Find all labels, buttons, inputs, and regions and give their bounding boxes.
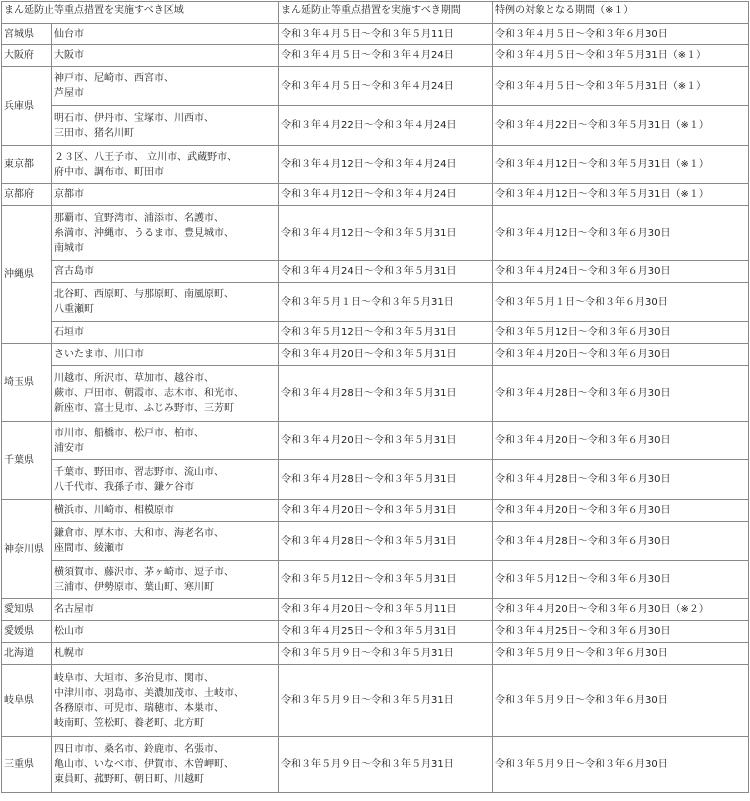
special-period-cell: 令和３年４月５日～令和３年６月30日 bbox=[493, 24, 749, 45]
area-line: 四日市市、桑名市、鈴鹿市、名張市、 bbox=[54, 744, 224, 755]
area-line: 大阪市 bbox=[54, 50, 84, 61]
prefecture-cell: 宮城県 bbox=[2, 24, 52, 45]
period-cell: 令和３年５月１日～令和３年５月31日 bbox=[279, 283, 493, 322]
table-row bbox=[2, 45, 749, 67]
table-row bbox=[2, 737, 749, 793]
table-row bbox=[2, 621, 749, 643]
special-period-cell: 令和３年４月25日～令和３年６月30日 bbox=[493, 621, 749, 643]
area-line: 各務原市、可児市、瑞穂市、本巣市、 bbox=[54, 702, 224, 714]
header-row bbox=[2, 2, 749, 24]
area-line: 札幌市 bbox=[54, 648, 84, 659]
area-line: 那覇市、宜野湾市、浦添市、名護市、 bbox=[54, 212, 224, 224]
special-period-cell: 令和３年４月28日～令和３年６月30日 bbox=[493, 366, 749, 422]
area-line: 芦屋市 bbox=[54, 88, 84, 99]
period-cell: 令和３年４月28日～令和３年５月31日 bbox=[279, 366, 493, 422]
table-row bbox=[2, 599, 749, 621]
special-period-cell: 令和３年５月12日～令和３年６月30日 bbox=[493, 561, 749, 599]
area-cell bbox=[52, 522, 279, 561]
area-line: 東員町、菰野町、朝日町、川越町 bbox=[54, 774, 204, 785]
area-line: 川越市、所沢市、草加市、越谷市、 bbox=[54, 373, 214, 384]
period-cell: 令和３年４月５日～令和３年５月11日 bbox=[279, 24, 493, 45]
period-cell: 令和３年５月12日～令和３年５月31日 bbox=[279, 322, 493, 344]
special-period-cell: 令和３年４月24日～令和３年６月30日 bbox=[493, 261, 749, 283]
area-line: 岐南町、笠松町、養老町、北方町 bbox=[54, 717, 204, 729]
prefecture-cell: 埼玉県 bbox=[2, 344, 52, 422]
table-row bbox=[2, 522, 749, 561]
prefecture-cell: 愛媛県 bbox=[2, 621, 52, 643]
period-cell: 令和３年４月22日～令和３年４月24日 bbox=[279, 106, 493, 146]
area-cell bbox=[52, 24, 279, 45]
area-cell bbox=[52, 621, 279, 643]
special-period-cell: 令和３年５月９日～令和３年６月30日 bbox=[493, 737, 749, 793]
special-period-cell: 令和３年４月20日～令和３年６月30日 bbox=[493, 344, 749, 366]
table-row bbox=[2, 261, 749, 283]
area-cell bbox=[52, 261, 279, 283]
period-cell: 令和３年４月25日～令和３年５月31日 bbox=[279, 621, 493, 643]
area-cell bbox=[52, 45, 279, 67]
special-period-cell: 令和３年４月５日～令和３年５月31日（※１） bbox=[493, 45, 749, 67]
period-cell: 令和３年４月24日～令和３年５月31日 bbox=[279, 261, 493, 283]
special-period-cell: 令和３年４月５日～令和３年５月31日（※１） bbox=[493, 67, 749, 106]
header-special-period: 特例の対象となる期間（※１） bbox=[493, 2, 749, 24]
special-period-cell: 令和３年４月20日～令和３年６月30日 bbox=[493, 422, 749, 460]
area-line: 岐阜市、大垣市、多治見市、関市、 bbox=[54, 672, 214, 684]
area-cell bbox=[52, 67, 279, 106]
area-line: 市川市、船橋市、松戸市、柏市、 bbox=[54, 427, 204, 439]
area-cell bbox=[52, 184, 279, 206]
area-cell bbox=[52, 561, 279, 599]
area-cell bbox=[52, 283, 279, 322]
special-period-cell: 令和３年４月28日～令和３年６月30日 bbox=[493, 460, 749, 500]
area-cell bbox=[52, 106, 279, 146]
area-cell bbox=[52, 665, 279, 737]
period-cell: 令和３年５月12日～令和３年５月31日 bbox=[279, 561, 493, 599]
period-cell: 令和３年４月20日～令和３年５月31日 bbox=[279, 500, 493, 522]
area-line: 座間市、綾瀬市 bbox=[54, 543, 124, 554]
table-row bbox=[2, 500, 749, 522]
period-cell: 令和３年５月９日～令和３年５月31日 bbox=[279, 737, 493, 793]
measures-table bbox=[1, 1, 749, 793]
area-line: 八千代市、我孫子市、鎌ケ谷市 bbox=[54, 481, 194, 493]
special-period-cell: 令和３年４月12日～令和３年５月31日（※１） bbox=[493, 184, 749, 206]
table-row bbox=[2, 460, 749, 500]
special-period-cell: 令和３年４月12日～令和３年５月31日（※１） bbox=[493, 146, 749, 184]
area-line: 浦安市 bbox=[54, 442, 84, 454]
prefecture-cell: 三重県 bbox=[2, 737, 52, 793]
area-line: 名古屋市 bbox=[54, 604, 94, 615]
area-line: 亀山市、いなべ市、伊賀市、木曽岬町、 bbox=[54, 759, 234, 770]
header-period: まん延防止等重点措置を実施すべき期間 bbox=[279, 2, 493, 24]
prefecture-cell: 大阪府 bbox=[2, 45, 52, 67]
special-period-cell: 令和３年５月９日～令和３年６月30日 bbox=[493, 643, 749, 665]
area-cell bbox=[52, 322, 279, 344]
prefecture-cell: 千葉県 bbox=[2, 422, 52, 500]
area-line: 新座市、富士見市、ふじみ野市、三芳町 bbox=[54, 403, 234, 414]
area-line: 北谷町、西原町、与那原町、南風原町、 bbox=[54, 289, 234, 300]
table-row bbox=[2, 24, 749, 45]
prefecture-cell: 北海道 bbox=[2, 643, 52, 665]
special-period-cell: 令和３年５月１日～令和３年６月30日 bbox=[493, 283, 749, 322]
table-row bbox=[2, 561, 749, 599]
special-period-cell: 令和３年５月12日～令和３年６月30日 bbox=[493, 322, 749, 344]
special-period-cell: 令和３年４月28日～令和３年６月30日 bbox=[493, 522, 749, 561]
table-row bbox=[2, 344, 749, 366]
area-line: 横浜市、川崎市、相模原市 bbox=[54, 505, 174, 516]
period-cell: 令和３年４月５日～令和３年４月24日 bbox=[279, 67, 493, 106]
area-line: 千葉市、野田市、習志野市、流山市、 bbox=[54, 466, 224, 478]
table-row bbox=[2, 665, 749, 737]
table-body bbox=[2, 24, 749, 793]
table-row bbox=[2, 67, 749, 106]
special-period-cell: 令和３年４月20日～令和３年６月30日（※２） bbox=[493, 599, 749, 621]
table-row bbox=[2, 422, 749, 460]
period-cell: 令和３年４月５日～令和３年４月24日 bbox=[279, 45, 493, 67]
area-cell bbox=[52, 737, 279, 793]
period-cell: 令和３年４月20日～令和３年５月11日 bbox=[279, 599, 493, 621]
area-line: 三浦市、伊勢原市、葉山町、寒川町 bbox=[54, 581, 214, 593]
prefecture-cell: 京都府 bbox=[2, 184, 52, 206]
special-period-cell: 令和３年４月22日～令和３年５月31日（※１） bbox=[493, 106, 749, 146]
period-cell: 令和３年４月12日～令和３年４月24日 bbox=[279, 184, 493, 206]
prefecture-cell: 岐阜県 bbox=[2, 665, 52, 737]
area-cell bbox=[52, 599, 279, 621]
table-row bbox=[2, 366, 749, 422]
period-cell: 令和３年４月20日～令和３年５月31日 bbox=[279, 422, 493, 460]
area-line: ２３区、八王子市、 立川市、武蔵野市、 bbox=[54, 151, 238, 163]
table-row bbox=[2, 146, 749, 184]
area-line: 神戸市、尼崎市、西宮市、 bbox=[54, 73, 174, 84]
area-line: 鎌倉市、厚木市、大和市、海老名市、 bbox=[54, 528, 224, 539]
area-cell bbox=[52, 146, 279, 184]
period-cell: 令和３年４月28日～令和３年５月31日 bbox=[279, 522, 493, 561]
area-line: 明石市、伊丹市、宝塚市、川西市、 bbox=[54, 112, 214, 124]
area-line: 八重瀬町 bbox=[54, 304, 94, 315]
area-line: 京都市 bbox=[54, 189, 84, 200]
table-row bbox=[2, 106, 749, 146]
prefecture-cell: 沖縄県 bbox=[2, 206, 52, 344]
prefecture-cell: 愛知県 bbox=[2, 599, 52, 621]
area-cell bbox=[52, 206, 279, 261]
period-cell: 令和３年５月９日～令和３年５月31日 bbox=[279, 643, 493, 665]
area-line: 宮古島市 bbox=[54, 266, 94, 277]
period-cell: 令和３年４月12日～令和３年４月24日 bbox=[279, 146, 493, 184]
area-line: 糸満市、沖縄市、うるま市、豊見城市、 bbox=[54, 227, 234, 239]
table-row bbox=[2, 184, 749, 206]
area-line: 中津川市、羽島市、美濃加茂市、土岐市、 bbox=[54, 687, 244, 699]
prefecture-cell: 神奈川県 bbox=[2, 500, 52, 599]
area-line: さいたま市、川口市 bbox=[54, 349, 144, 360]
special-period-cell: 令和３年５月９日～令和３年６月30日 bbox=[493, 665, 749, 737]
prefecture-cell: 東京都 bbox=[2, 146, 52, 184]
area-cell bbox=[52, 460, 279, 500]
area-line: 三田市、猪名川町 bbox=[54, 127, 134, 139]
period-cell: 令和３年５月９日～令和３年５月31日 bbox=[279, 665, 493, 737]
area-line: 松山市 bbox=[54, 626, 84, 637]
header-area: まん延防止等重点措置を実施すべき区域 bbox=[2, 2, 279, 24]
table-row bbox=[2, 206, 749, 261]
area-line: 南城市 bbox=[54, 242, 84, 254]
special-period-cell: 令和３年４月20日～令和３年６月30日 bbox=[493, 500, 749, 522]
area-line: 蕨市、戸田市、朝霞市、志木市、和光市、 bbox=[54, 388, 244, 399]
table-row bbox=[2, 283, 749, 322]
table-row bbox=[2, 322, 749, 344]
special-period-cell: 令和３年４月12日～令和３年６月30日 bbox=[493, 206, 749, 261]
area-line: 仙台市 bbox=[54, 28, 84, 40]
area-line: 府中市、調布市、町田市 bbox=[54, 166, 164, 178]
table-row bbox=[2, 643, 749, 665]
area-cell bbox=[52, 366, 279, 422]
area-cell bbox=[52, 500, 279, 522]
period-cell: 令和３年４月20日～令和３年５月31日 bbox=[279, 344, 493, 366]
area-cell bbox=[52, 422, 279, 460]
area-line: 石垣市 bbox=[54, 327, 84, 338]
area-line: 横須賀市、藤沢市、茅ヶ崎市、逗子市、 bbox=[54, 566, 234, 578]
area-cell bbox=[52, 344, 279, 366]
area-cell bbox=[52, 643, 279, 665]
period-cell: 令和３年４月28日～令和３年５月31日 bbox=[279, 460, 493, 500]
prefecture-cell: 兵庫県 bbox=[2, 67, 52, 146]
period-cell: 令和３年４月12日～令和３年５月31日 bbox=[279, 206, 493, 261]
